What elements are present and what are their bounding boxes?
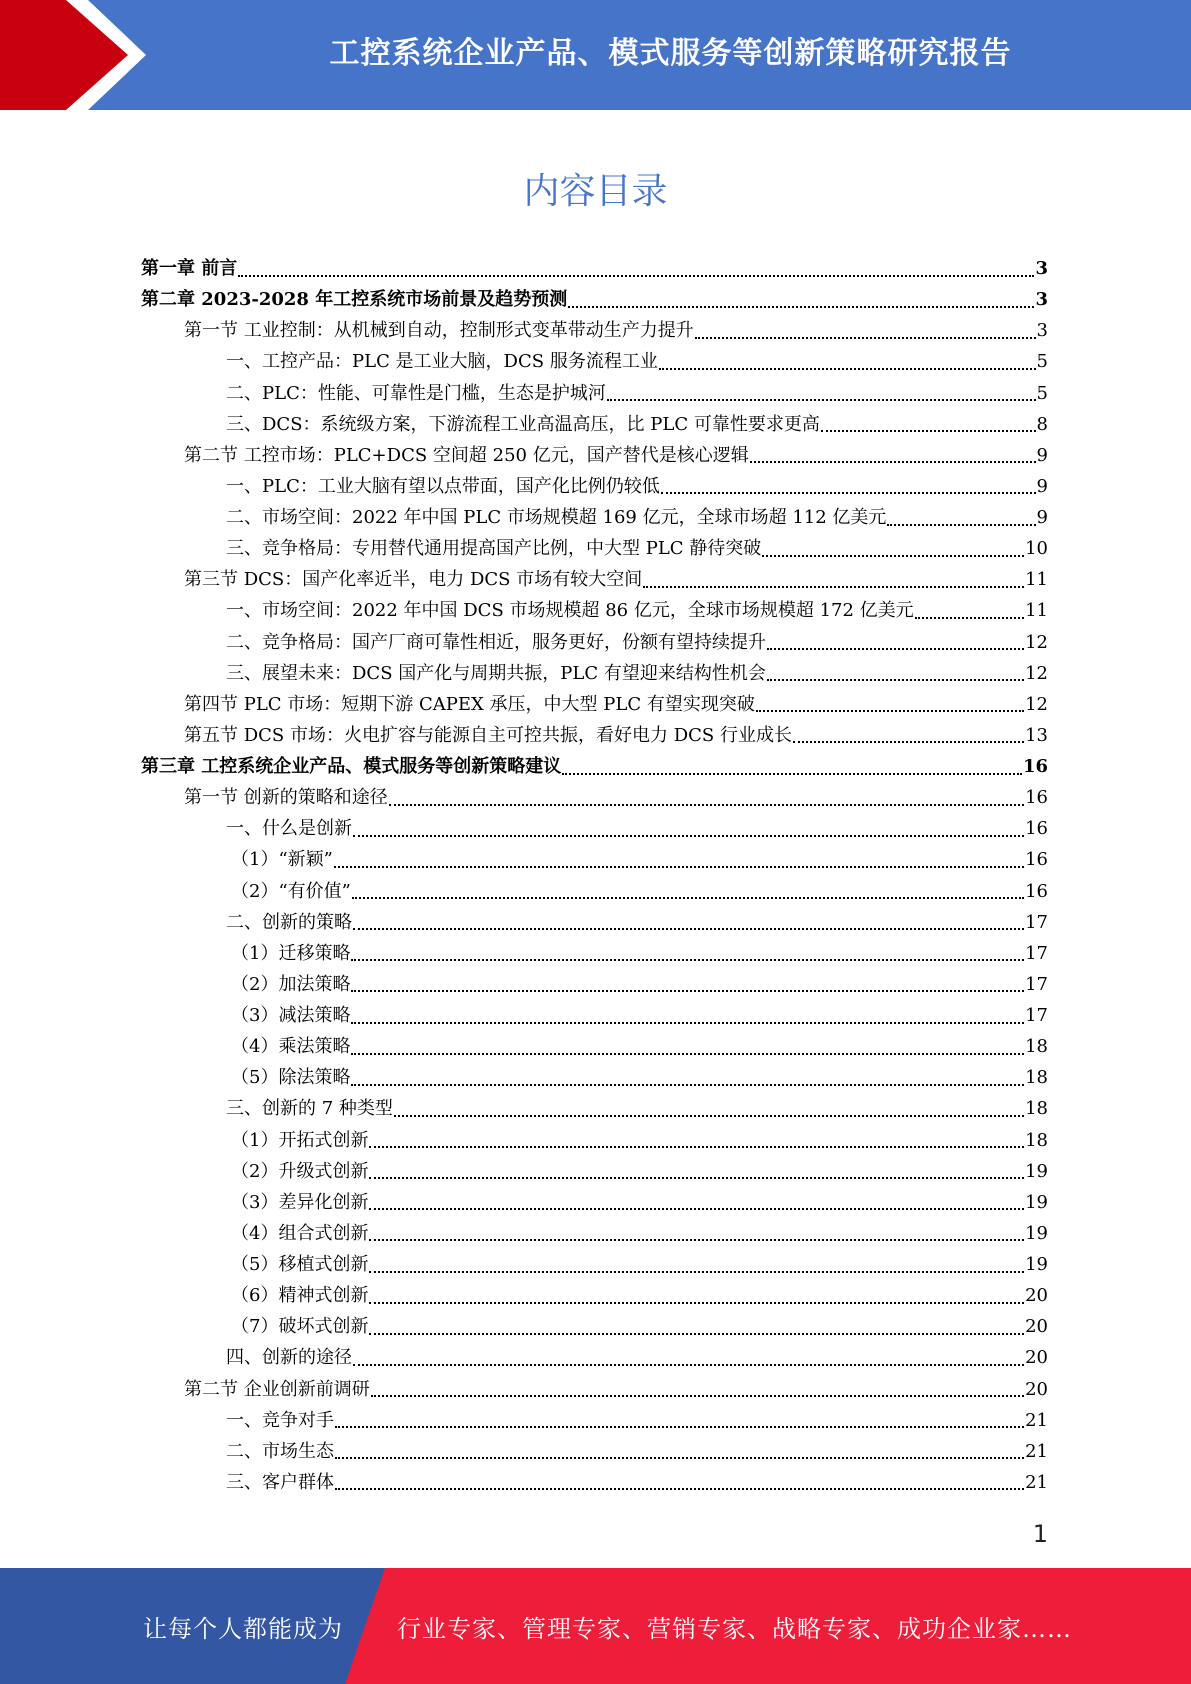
toc-entry-page: 9 [1036, 507, 1048, 528]
toc-dot-leader [351, 959, 1024, 961]
toc-entry-page: 17 [1025, 942, 1048, 964]
toc-entry-page: 21 [1025, 1409, 1048, 1431]
toc-entry-label: 第一节 创新的策略和途径 [184, 787, 388, 809]
toc-entry[interactable] [141, 595, 1048, 626]
toc-entry[interactable] [141, 1187, 1048, 1218]
toc-entry[interactable] [141, 1093, 1048, 1124]
toc-entry-label: 第二节 企业创新前调研 [184, 1378, 370, 1400]
toc-entry-page: 16 [1025, 880, 1048, 902]
toc-entry-label: 三、展望未来：DCS 国产化与周期共振，PLC 有望迎来结构性机会 [226, 662, 766, 684]
toc-entry[interactable] [141, 1249, 1048, 1280]
toc-entry-page: 20 [1025, 1378, 1048, 1400]
toc-entry-label: 二、市场空间：2022 年中国 PLC 市场规模超 169 亿元，全球市场超 112 亿美元 [226, 507, 887, 528]
toc-entry-label: （4）乘法策略 [231, 1036, 351, 1058]
toc-dot-leader [915, 617, 1024, 619]
toc-entry-page: 21 [1025, 1440, 1048, 1462]
toc-dot-leader [659, 368, 1036, 370]
toc-entry-label: （7）破坏式创新 [231, 1316, 369, 1338]
toc-entry-label: 第二节 工控市场：PLC+DCS 空间超 250 亿元，国产替代是核心逻辑 [184, 444, 749, 466]
toc-entry-page: 9 [1036, 475, 1048, 497]
toc-entry-label: （1）迁移策略 [231, 942, 351, 964]
toc-entry[interactable] [141, 346, 1048, 377]
toc-dot-leader [369, 1146, 1024, 1148]
toc-dot-leader [335, 1488, 1024, 1490]
toc-dot-leader [394, 1115, 1024, 1117]
toc-entry[interactable] [141, 471, 1048, 502]
toc-entry-label: 三、竞争格局：专用替代通用提高国产比例，中大型 PLC 静待突破 [226, 538, 762, 560]
toc-entry-page: 18 [1025, 1098, 1048, 1120]
toc-entry-page: 16 [1025, 818, 1048, 840]
toc-entry-page: 18 [1025, 1067, 1048, 1089]
toc-entry-label: 一、PLC：工业大脑有望以点带面，国产化比例仍较低 [226, 475, 660, 497]
toc-entry-label: （4）组合式创新 [231, 1222, 369, 1244]
footer-slogan-left: 让每个人都能成为 [143, 1614, 343, 1643]
toc-entry-page: 12 [1025, 631, 1048, 653]
toc-dot-leader [334, 866, 1024, 868]
toc-dot-leader [750, 461, 1036, 463]
toc-entry-page: 8 [1036, 413, 1048, 435]
toc-dot-leader [335, 1426, 1024, 1428]
toc-entry[interactable] [141, 1062, 1048, 1093]
toc-dot-leader [238, 275, 1034, 277]
toc-entry[interactable] [141, 253, 1048, 284]
toc-entry[interactable] [141, 751, 1048, 782]
page-header [0, 0, 1191, 110]
toc-entry-page: 3 [1036, 320, 1048, 342]
toc-entry[interactable] [141, 782, 1048, 813]
toc-dot-leader [767, 679, 1024, 681]
toc-entry-label: （2）升级式创新 [231, 1160, 369, 1182]
toc-entry-label: 二、PLC：性能、可靠性是门槛，生态是护城河 [226, 382, 606, 404]
toc-entry-label: 第四节 PLC 市场：短期下游 CAPEX 承压，中大型 PLC 有望实现突破 [184, 693, 755, 715]
table-of-contents [141, 253, 1048, 1498]
page-number: 1 [1032, 1520, 1048, 1548]
toc-entry[interactable] [141, 720, 1048, 751]
toc-dot-leader [351, 1053, 1024, 1055]
toc-entry[interactable] [141, 627, 1048, 658]
toc-entry[interactable] [141, 315, 1048, 346]
toc-entry-label: 第三节 DCS：国产化率近半，电力 DCS 市场有较大空间 [184, 569, 643, 591]
toc-entry[interactable] [141, 440, 1048, 471]
toc-entry[interactable] [141, 533, 1048, 564]
toc-entry-label: （5）移植式创新 [231, 1254, 369, 1275]
toc-dot-leader [762, 555, 1024, 557]
toc-entry[interactable] [141, 907, 1048, 938]
toc-entry-label: 二、市场生态 [226, 1440, 334, 1462]
toc-entry[interactable] [141, 1405, 1048, 1436]
toc-entry-page: 21 [1025, 1471, 1048, 1493]
toc-entry-label: 一、什么是创新 [226, 818, 352, 840]
toc-entry-label: （5）除法策略 [231, 1067, 351, 1089]
toc-entry-page: 19 [1025, 1254, 1048, 1275]
toc-entry-page: 20 [1025, 1316, 1048, 1338]
toc-entry-page: 12 [1025, 662, 1048, 684]
toc-entry-page: 5 [1036, 351, 1048, 373]
toc-entry-label: 三、创新的 7 种类型 [226, 1098, 393, 1120]
toc-entry[interactable] [141, 844, 1048, 875]
toc-entry[interactable] [141, 969, 1048, 1000]
toc-entry-page: 17 [1025, 1005, 1048, 1026]
toc-dot-leader [389, 804, 1024, 806]
toc-entry[interactable] [141, 1280, 1048, 1311]
toc-dot-leader [568, 306, 1034, 308]
toc-entry-label: （2）“有价值” [231, 880, 351, 902]
toc-entry-label: （1）开拓式创新 [231, 1129, 369, 1151]
toc-entry[interactable] [141, 938, 1048, 969]
chevron-arrow-icon [0, 0, 160, 110]
toc-entry-page: 3 [1035, 258, 1048, 279]
toc-entry-page: 11 [1025, 569, 1048, 591]
toc-entry-page: 19 [1025, 1222, 1048, 1244]
toc-entry[interactable] [141, 409, 1048, 440]
toc-entry-label: 第一章 前言 [141, 258, 238, 279]
toc-entry[interactable] [141, 1218, 1048, 1249]
toc-entry-label: 一、工控产品：PLC 是工业大脑，DCS 服务流程工业 [226, 351, 658, 373]
toc-entry-label: 二、竞争格局：国产厂商可靠性相近，服务更好，份额有望持续提升 [226, 631, 766, 653]
toc-dot-leader [369, 1271, 1024, 1273]
toc-dot-leader [352, 897, 1024, 899]
toc-entry[interactable] [141, 284, 1048, 315]
toc-entry-label: （3）减法策略 [231, 1005, 351, 1026]
toc-dot-leader [695, 337, 1036, 339]
toc-entry-label: 一、市场空间：2022 年中国 DCS 市场规模超 86 亿元，全球市场规模超 172 亿美元 [226, 600, 914, 622]
toc-entry[interactable] [141, 1342, 1048, 1373]
toc-entry[interactable] [141, 1031, 1048, 1062]
toc-entry[interactable] [141, 1125, 1048, 1156]
toc-dot-leader [353, 928, 1024, 930]
toc-entry-page: 3 [1035, 289, 1048, 311]
toc-dot-leader [369, 1177, 1024, 1179]
toc-entry-label: 第三章 工控系统企业产品、模式服务等创新策略建议 [141, 756, 562, 777]
toc-entry-label: （1）“新颖” [231, 849, 333, 871]
toc-dot-leader [607, 399, 1036, 401]
toc-entry-page: 19 [1025, 1160, 1048, 1182]
toc-entry-label: 三、客户群体 [226, 1471, 334, 1493]
toc-entry-label: 一、竞争对手 [226, 1409, 334, 1431]
toc-entry-page: 20 [1025, 1347, 1048, 1369]
toc-entry[interactable] [141, 502, 1048, 533]
toc-entry-page: 16 [1022, 756, 1048, 777]
toc-dot-leader [351, 1022, 1024, 1024]
toc-entry-label: 三、DCS：系统级方案，下游流程工业高温高压，比 PLC 可靠性要求更高 [226, 413, 820, 435]
toc-entry-page: 9 [1036, 444, 1048, 466]
toc-entry-page: 11 [1025, 600, 1048, 622]
toc-entry-page: 18 [1025, 1036, 1048, 1058]
toc-dot-leader [351, 990, 1024, 992]
toc-entry-page: 5 [1036, 382, 1048, 404]
toc-dot-leader [661, 492, 1036, 494]
toc-entry[interactable] [141, 1467, 1048, 1498]
toc-entry-page: 12 [1025, 693, 1048, 715]
toc-entry-label: （6）精神式创新 [231, 1285, 369, 1307]
toc-dot-leader [335, 1457, 1024, 1459]
toc-dot-leader [351, 1084, 1024, 1086]
toc-entry[interactable] [141, 1374, 1048, 1405]
toc-dot-leader [369, 1333, 1024, 1335]
toc-entry-page: 17 [1025, 973, 1048, 995]
toc-entry-label: 第五节 DCS 市场：火电扩容与能源自主可控共振，看好电力 DCS 行业成长 [184, 724, 792, 746]
footer-slogan-right: 行业专家、管理专家、营销专家、战略专家、成功企业家…… [397, 1614, 1072, 1643]
toc-entry[interactable] [141, 378, 1048, 409]
toc-dot-leader [562, 773, 1022, 775]
toc-entry[interactable] [141, 1156, 1048, 1187]
toc-entry[interactable] [141, 1436, 1048, 1467]
toc-dot-leader [793, 741, 1024, 743]
toc-entry[interactable] [141, 876, 1048, 907]
toc-dot-leader [371, 1395, 1024, 1397]
toc-dot-leader [353, 1364, 1024, 1366]
toc-entry-label: 二、创新的策略 [226, 911, 352, 933]
toc-entry[interactable] [141, 1311, 1048, 1342]
toc-entry-label: 第二章 2023-2028 年工控系统市场前景及趋势预测 [141, 289, 568, 311]
toc-entry-label: 第一节 工业控制：从机械到自动，控制形式变革带动生产力提升 [184, 320, 694, 342]
toc-entry[interactable] [141, 1000, 1048, 1031]
toc-entry-page: 17 [1025, 911, 1048, 933]
toc-entry[interactable] [141, 658, 1048, 689]
toc-entry-label: 四、创新的途径 [226, 1347, 352, 1369]
toc-dot-leader [767, 648, 1024, 650]
page-footer [0, 1568, 1191, 1684]
toc-entry-page: 13 [1025, 724, 1048, 746]
toc-entry-page: 10 [1025, 538, 1048, 560]
toc-dot-leader [756, 710, 1024, 712]
toc-dot-leader [821, 430, 1036, 432]
toc-entry-page: 18 [1025, 1129, 1048, 1151]
toc-heading: 内容目录 [523, 171, 668, 212]
toc-entry[interactable] [141, 564, 1048, 595]
toc-entry-label: （3）差异化创新 [231, 1191, 369, 1213]
toc-entry-page: 16 [1025, 849, 1048, 871]
toc-dot-leader [369, 1208, 1024, 1210]
toc-entry-page: 20 [1025, 1285, 1048, 1307]
toc-entry-page: 16 [1025, 787, 1048, 809]
toc-entry-page: 19 [1025, 1191, 1048, 1213]
toc-dot-leader [369, 1239, 1024, 1241]
toc-dot-leader [887, 524, 1035, 526]
toc-dot-leader [353, 835, 1024, 837]
toc-entry[interactable] [141, 689, 1048, 720]
toc-dot-leader [369, 1302, 1024, 1304]
toc-dot-leader [643, 586, 1024, 588]
report-title: 工控系统企业产品、模式服务等创新策略研究报告 [329, 36, 1012, 71]
toc-entry-label: （2）加法策略 [231, 973, 351, 995]
toc-entry[interactable] [141, 813, 1048, 844]
